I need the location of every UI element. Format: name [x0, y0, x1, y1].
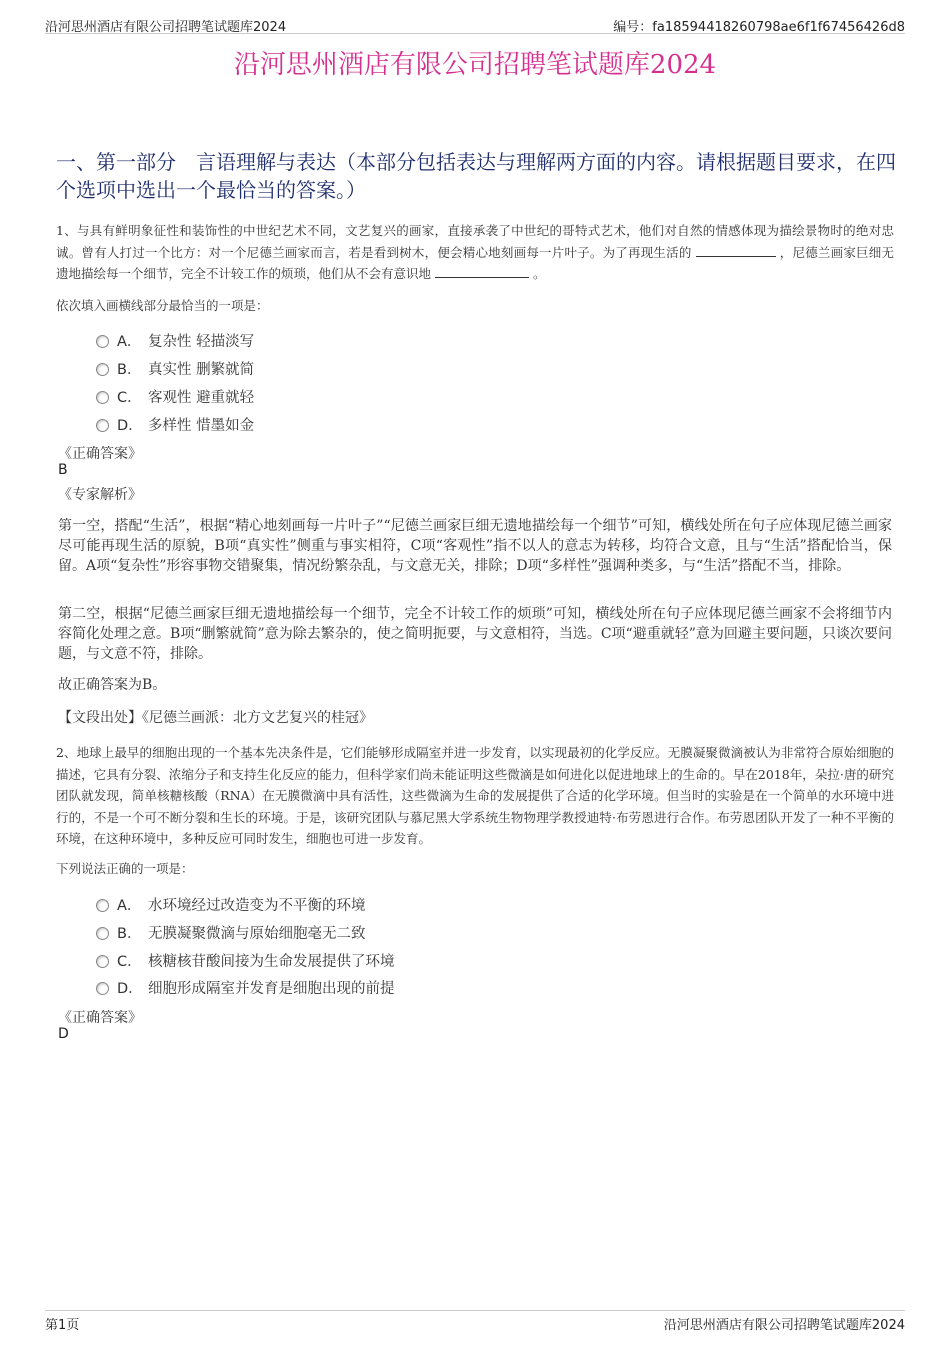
option-text: 水环境经过改造变为不平衡的环境 [148, 898, 366, 914]
question-1-answer-label: 《正确答案》 [58, 446, 142, 462]
question-1-text-a: 1、与具有鲜明象征性和装饰性的中世纪艺术不同，文艺复兴的画家，直接承袭了中世纪的哥特式艺术，他们对自然的情感体现为描绘景物时的绝对忠诚。曾有人打过一个比方：对一个尼德兰画家而言，若是看到树木，便会精心地刻画每一片叶子。为了再现生活的 [56, 223, 894, 260]
option-text: 细胞形成隔室并发育是细胞出现的前提 [148, 981, 395, 997]
option-text: 复杂性 轻描淡写 [148, 334, 255, 350]
header-divider [45, 33, 905, 34]
question-1-text-c: 。 [533, 266, 546, 281]
radio-button[interactable] [96, 955, 109, 968]
option-letter: B． [117, 926, 142, 942]
analysis-source: 【文段出处】《尼德兰画派：北方文艺复兴的桂冠》 [58, 710, 373, 726]
radio-button[interactable] [96, 927, 109, 940]
question-2-answer-label: 《正确答案》 [58, 1010, 142, 1026]
question-1-answer: B [58, 462, 68, 478]
page-header [45, 14, 905, 34]
option-letter: A． [117, 898, 142, 914]
option-letter: D． [117, 981, 143, 997]
page-footer [45, 1314, 905, 1334]
question-1-text-b: ，尼德兰画家巨细无遗地描绘每一个细节，完全不计较工作的烦琐，他们从不会有意识地 [56, 244, 894, 281]
option-letter: C． [117, 390, 142, 406]
option-letter: B． [117, 362, 142, 378]
analysis-conclusion: 故正确答案为B。 [58, 677, 167, 693]
option-text: 多样性 惜墨如金 [148, 418, 255, 434]
radio-button[interactable] [96, 391, 109, 404]
option-letter: A． [117, 334, 142, 350]
question-2-text: 2、地球上最早的细胞出现的一个基本先决条件是，它们能够形成隔室并进一步发育，以实现最初的化学反应。无膜凝聚微滴被认为非常符合原始细胞的描述，它具有分裂、浓缩分子和支持生化反应的能力，但科学家们尚未能证明这些微滴是如何进化以促进地球上的生命的。早在2018年，朵拉·唐的研究团队就发现，简单核糖核酸（RNA）在无膜微滴中具有活性，这些微滴为生命的发展提供了合适的化学环境。但当时的实验是在一个简单的水环境中进行的，不是一个可不断分裂和生长的环境。于是，该研究团队与慕尼黑大学系统生物物理学教授迪特·布劳恩进行合作。布劳恩团队开发了一种不平衡的环境，在这种环境中，多种反应可同时发生，细胞也可进一步发育。 [56, 745, 894, 846]
section-heading: 一、第一部分 言语理解与表达（本部分包括表达与理解两方面的内容。请根据题目要求，在四个选项中选出一个最恰当的答案。） [56, 150, 896, 202]
option-text: 真实性 删繁就简 [148, 362, 255, 378]
fill-blank-2 [435, 265, 529, 278]
page-number: 第1页 [45, 1318, 80, 1333]
radio-button[interactable] [96, 335, 109, 348]
option-text: 无膜凝聚微滴与原始细胞毫无二致 [148, 926, 366, 942]
question-1-analysis-label: 《专家解析》 [58, 487, 142, 503]
footer-doc-title: 沿河思州酒店有限公司招聘笔试题库2024 [663, 1318, 905, 1333]
option-letter: D． [117, 418, 143, 434]
option-text: 核糖核苷酸间接为生命发展提供了环境 [148, 954, 395, 970]
radio-button[interactable] [96, 419, 109, 432]
option-text: 客观性 避重就轻 [148, 390, 255, 406]
radio-button[interactable] [96, 363, 109, 376]
header-doc-title: 沿河思州酒店有限公司招聘笔试题库2024 [45, 20, 287, 35]
option-letter: C． [117, 954, 142, 970]
radio-button[interactable] [96, 899, 109, 912]
question-2-answer: D [58, 1026, 69, 1042]
fill-blank-1 [696, 244, 776, 257]
question-1-prompt: 依次填入画横线部分最恰当的一项是： [56, 298, 269, 313]
page-title: 沿河思州酒店有限公司招聘笔试题库2024 [233, 50, 717, 80]
question-2-prompt: 下列说法正确的一项是： [56, 861, 194, 876]
header-doc-id: 编号：fa18594418260798ae6f1f67456426d8 [613, 20, 905, 35]
analysis-paragraph-2: 第二空，根据“尼德兰画家巨细无遗地描绘每一个细节，完全不计较工作的烦琐”可知，横线处所在句子应体现尼德兰画家不会将细节内容简化处理之意。B项“删繁就简”意为除去繁杂的，使之简明扼要，与文意相符，当选。C项“避重就轻”意为回避主要问题，只谈次要问题，与文意不符，排除。 [58, 606, 892, 662]
analysis-paragraph-1: 第一空，搭配“生活”，根据“精心地刻画每一片叶子”“尼德兰画家巨细无遗地描绘每一个细节”可知，横线处所在句子应体现尼德兰画家尽可能再现生活的原貌，B项“真实性”侧重与事实相符，C项“客观性”指不以人的意志为转移，均符合文意，且与“生活”搭配恰当，保留。A项“复杂性”形容事物交错聚集，情况纷繁杂乱，与文意无关，排除；D项“多样性”强调种类多，与“生活”搭配不当，排除。 [58, 518, 892, 574]
footer-divider [45, 1310, 905, 1311]
radio-button[interactable] [96, 982, 109, 995]
question-1-text [56, 220, 894, 285]
